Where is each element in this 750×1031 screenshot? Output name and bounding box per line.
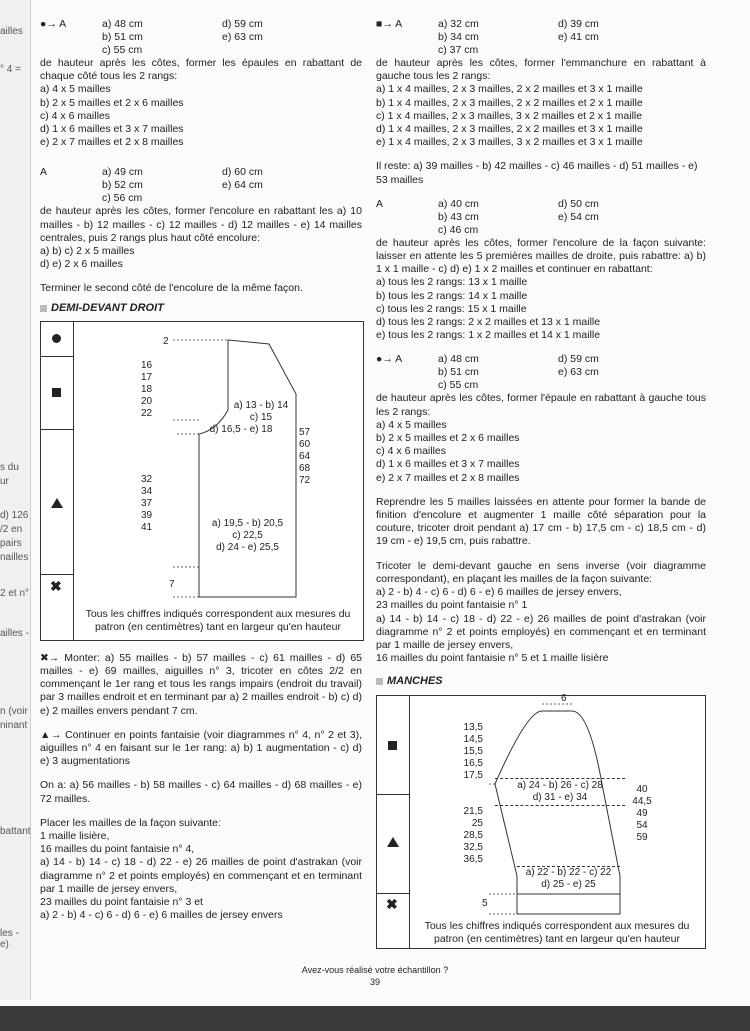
size-d: d) 39 cm [558, 18, 599, 30]
list-item: b) 1 x 4 mailles, 2 x 3 mailles, 2 x 2 mailles et 2 x 1 maille [376, 96, 643, 109]
dim-label: 13,5 [463, 721, 483, 733]
dim-label: 14,5 [463, 733, 483, 745]
dim-label: d) 25 - e) 25 [541, 878, 596, 890]
list-item: c) 1 x 4 mailles, 2 x 3 mailles, 3 x 2 mailles et 2 x 1 maille [376, 109, 643, 122]
margin-text: s du [0, 462, 19, 473]
dim-label: a) 19,5 - b) 20,5 [211, 517, 284, 529]
list-item: Tricoter le demi-devant gauche en sens inverse (voir diagramme correspondant), en plaçant les mailles de la façon suivante: [376, 559, 706, 585]
square-bullet-icon [40, 305, 47, 312]
margin-text: ur [0, 476, 9, 487]
list [40, 245, 362, 271]
section-heading [376, 675, 706, 688]
instruction-text: On a: a) 56 mailles - b) 58 mailles - c) 64 mailles - d) 68 mailles - e) 72 mailles. [40, 779, 362, 805]
dim-column [627, 784, 657, 844]
symbol-label: ■→ A [376, 18, 403, 30]
symbol-label: ●→ A [376, 353, 403, 366]
size-block [40, 166, 362, 205]
dim-label: 21,5 [463, 805, 483, 817]
size-c: c) 46 cm [438, 223, 479, 236]
dim-label: 17 [141, 371, 153, 383]
list-item: b) tous les 2 rangs: 14 x 1 maille [376, 289, 528, 302]
size-b: b) 43 cm [438, 210, 479, 223]
dim-column [443, 722, 483, 782]
dim-label: 32 [141, 473, 153, 485]
heading-text: MANCHES [387, 675, 443, 688]
list [376, 276, 706, 342]
dim-label: 59 [636, 831, 648, 843]
instruction-text: de hauteur après les côtes, former l'encolure en rabattant les a) 10 mailles - b) 12 mailles - c) 12 mailles - d) 12 mailles - e) 14 mailles centrales, puis 2 rangs plus haut côté encolure: [40, 205, 362, 244]
size-b: b) 34 cm [438, 31, 479, 43]
list-item: a) tous les 2 rangs: 13 x 1 maille [376, 276, 528, 289]
size-c: c) 55 cm [102, 44, 143, 56]
size-block [376, 198, 706, 237]
list-item: c) 4 x 6 mailles [40, 109, 111, 122]
list-item: b) 2 x 5 mailles et 2 x 6 mailles [40, 96, 184, 109]
dim-column [141, 474, 152, 534]
upper-dims [495, 778, 625, 806]
instruction-text: Terminer le second côté de l'encolure de la même façon. [40, 282, 303, 295]
size-a: a) 49 cm [102, 166, 143, 179]
instruction-text: de hauteur après les côtes, former les épaules en rabattant de chaque côté tous les 2 rangs: [40, 57, 362, 83]
heading-text: DEMI-DEVANT DROIT [51, 301, 164, 314]
dim-label: 40 [636, 783, 648, 795]
list-item: a) 4 x 5 mailles [376, 418, 447, 431]
dim-column [141, 360, 152, 420]
list-item: c) tous les 2 rangs: 15 x 1 maille [376, 302, 527, 315]
instruction-text: de hauteur après les côtes, former l'épaule en rabattant à gauche tous les 2 rangs: [376, 392, 706, 418]
instruction-text: Reprendre les 5 mailles laissées en attente pour former la bande de finition d'encolure et augmenter 1 maille côté séparation pour la couture, tricoter droit pendant a) 17 cm - b) 17,5 cm - c) 18,5 cm - d) 19 cm - e) 19,5 cm, puis rabattre. [376, 495, 706, 548]
dim-label: 49 [636, 807, 648, 819]
waist-dims [199, 518, 296, 554]
symbol-label: A [40, 166, 48, 179]
dim-column [443, 806, 483, 866]
size-c: c) 55 cm [438, 379, 479, 392]
lower-dims [517, 866, 620, 891]
dim-label: 15,5 [463, 745, 483, 757]
dim-label: 39 [141, 509, 153, 521]
size-block [40, 18, 362, 57]
instruction-text: ▲→ Continuer en points fantaisie (voir diagrammes n° 4, n° 2 et 3), aiguilles n° 4 en faisant sur le 1er rang: a) b) 1 augmentation - c) d) e) 3 augmentations [40, 728, 362, 768]
size-b: b) 51 cm [102, 31, 143, 43]
size-b: b) 52 cm [102, 179, 143, 192]
size-d: d) 59 cm [222, 18, 263, 30]
cross-icon: ✖ [386, 895, 398, 912]
dim-label: 60 [299, 438, 311, 450]
dim-label: 28,5 [463, 829, 483, 841]
placement-list [40, 817, 362, 923]
symbol-label: ●→ A [40, 18, 67, 30]
list-item: d) 1 x 4 mailles, 2 x 3 mailles, 2 x 2 mailles et 3 x 1 maille [376, 123, 643, 136]
list-item: a) 2 - b) 4 - c) 6 - d) 6 - e) 6 mailles de jersey envers, [376, 586, 622, 599]
list-item: 23 mailles du point fantaisie n° 3 et [40, 896, 203, 909]
list-item: d) e) 2 x 6 mailles [40, 258, 123, 271]
list-item: a) 14 - b) 14 - c) 18 - d) 22 - e) 26 mailles de point d'astrakan (voir diagramme n° 2 et points employés) en commençant et en terminant par 1 maille de jersey envers, [376, 612, 706, 651]
dim-label: 64 [299, 450, 311, 462]
dim-label: 57 [299, 426, 311, 438]
dim-label: a) 13 - b) 14 [233, 399, 289, 411]
dim-label: 54 [636, 819, 648, 831]
margin-text: nailles [0, 552, 29, 563]
margin-text: ailles [0, 26, 23, 37]
dim-label: c) 15 [249, 411, 273, 423]
margin-text: n (voir [0, 706, 28, 717]
dim-label: 16 [141, 359, 153, 371]
front-panel-shape [41, 322, 363, 640]
list-item: a) b) c) 2 x 5 mailles [40, 245, 135, 258]
list-item: 1 maille lisière, [40, 830, 110, 843]
size-d: d) 50 cm [558, 197, 599, 210]
dim-label: 7 [169, 578, 175, 590]
list-item: d) tous les 2 rangs: 2 x 2 mailles et 13 x 1 maille [376, 316, 601, 329]
list-item: e) 2 x 7 mailles et 2 x 8 mailles [376, 471, 520, 484]
size-e: e) 41 cm [558, 31, 599, 43]
size-c: c) 56 cm [102, 192, 143, 205]
margin-text: les - e) [0, 928, 19, 950]
dim-column [299, 427, 310, 487]
size-a: a) 48 cm [102, 18, 143, 30]
dim-label: 25 [471, 817, 483, 829]
margin-text: /2 en [0, 524, 23, 535]
dim-label: 36,5 [463, 853, 483, 865]
margin-text: 2 et n° [0, 588, 30, 599]
size-a: a) 32 cm [438, 18, 479, 30]
dim-label: 2 [163, 335, 169, 347]
margin-text: ailles - [0, 628, 29, 639]
dim-label: 17,5 [463, 769, 483, 781]
list-item: a) 2 - b) 4 - c) 6 - d) 6 - e) 6 mailles de jersey envers [40, 909, 283, 922]
dim-label: d) 31 - e) 34 [532, 791, 588, 803]
dim-label: 5 [482, 897, 488, 909]
dim-label: 22 [141, 407, 153, 419]
dim-label: 32,5 [463, 841, 483, 853]
list-item: e) 2 x 7 mailles et 2 x 8 mailles [40, 136, 184, 149]
list [376, 419, 706, 485]
dim-label: 72 [299, 474, 311, 486]
dim-label: 68 [299, 462, 311, 474]
left-column [40, 18, 362, 923]
list [40, 83, 362, 149]
symbol-label: A [376, 197, 384, 210]
instruction-text: ✖→ Monter: a) 55 mailles - b) 57 mailles - c) 61 mailles - d) 65 mailles - e) 69 mailles, aiguilles n° 3, tricoter en côtes 2/2 en commençant le 1er rang et tous les rangs impairs (endroit du travail) par 3 mailles endroit et en terminant par a) 2 mailles endroit - b) c) d) e) 2 mailles envers pendant 7 cm. [40, 651, 362, 717]
margin-text: ° 4 = [0, 64, 21, 75]
front-panel-diagram [40, 321, 364, 641]
list-item: 16 mailles du point fantaisie n° 4, [40, 843, 195, 856]
size-a: a) 40 cm [438, 197, 479, 210]
size-b: b) 51 cm [438, 366, 479, 379]
dim-label: 18 [141, 383, 153, 395]
instruction-text: Il reste: a) 39 mailles - b) 42 mailles - c) 46 mailles - d) 51 mailles - e) 53 mailles [376, 160, 698, 186]
left-page-margin [0, 0, 31, 1000]
shoulder-dims [191, 400, 301, 436]
list-item: b) 2 x 5 mailles et 2 x 6 mailles [376, 432, 520, 445]
list-item: c) 4 x 6 mailles [376, 445, 447, 458]
page-edge-shadow [0, 1006, 750, 1031]
list-item: 16 mailles du point fantaisie n° 5 et 1 maille lisière [376, 652, 609, 665]
list-item: a) 14 - b) 14 - c) 18 - d) 22 - e) 26 mailles de point d'astrakan (voir diagramme n° 2 et points employés) en commençant et en terminant par 1 maille de jersey envers, [40, 856, 362, 895]
dim-label: d) 24 - e) 25,5 [216, 541, 279, 553]
diagram-caption: Tous les chiffres indiqués correspondent aux mesures du patron (en centimètres) tant en largeur qu'en hauteur [85, 607, 351, 633]
diagram-caption: Tous les chiffres indiqués correspondent aux mesures du patron (en centimètres) tant en largeur qu'en hauteur [424, 919, 690, 945]
list-item: e) 1 x 4 mailles, 2 x 3 mailles, 3 x 2 mailles et 3 x 1 maille [376, 136, 643, 149]
dim-label: 16,5 [463, 757, 483, 769]
cross-icon: ✖ [50, 577, 62, 594]
square-bullet-icon [376, 678, 383, 685]
list-item: d) 1 x 6 mailles et 3 x 7 mailles [376, 458, 520, 471]
margin-text: d) 126 [0, 510, 29, 521]
size-block [376, 18, 706, 57]
dim-label: 6 [561, 692, 567, 704]
size-e: e) 54 cm [558, 210, 599, 223]
list-item: d) 1 x 6 mailles et 3 x 7 mailles [40, 123, 184, 136]
list-item: a) 4 x 5 mailles [40, 83, 111, 96]
dim-label: d) 16,5 - e) 18 [209, 423, 273, 435]
size-e: e) 63 cm [222, 31, 263, 43]
list-item: e) tous les 2 rangs: 1 x 2 mailles et 14 x 1 maille [376, 329, 601, 342]
dim-label: 37 [141, 497, 153, 509]
list-item: 23 mailles du point fantaisie n° 1 [376, 599, 528, 612]
size-d: d) 59 cm [558, 353, 599, 366]
list [376, 83, 706, 149]
dim-label: 41 [141, 521, 153, 533]
list-item: a) 1 x 4 mailles, 2 x 3 mailles, 2 x 2 mailles et 3 x 1 maille [376, 83, 643, 96]
size-d: d) 60 cm [222, 166, 263, 179]
list-item: Placer les mailles de la façon suivante: [40, 816, 221, 829]
size-c: c) 37 cm [438, 44, 479, 56]
dim-label: a) 22 - b) 22 - c) 22 [525, 866, 612, 878]
margin-text: battant [0, 826, 31, 837]
instruction-text: de hauteur après les côtes, former l'encolure de la façon suivante: laisser en attente les 5 premières mailles de droite, puis rabattre: a) b) 1 x 1 maille - c) d) e) 1 x 2 mailles et continuer en rabattant: [376, 236, 706, 276]
margin-text: ninant [0, 720, 28, 731]
sleeve-diagram [376, 692, 706, 949]
dim-label: 34 [141, 485, 153, 497]
instruction-text: de hauteur après les côtes, former l'emmanchure en rabattant à gauche tous les 2 rangs: [376, 57, 706, 83]
dim-label: c) 22,5 [232, 529, 263, 541]
size-e: e) 64 cm [222, 179, 263, 192]
dim-label: 20 [141, 395, 153, 407]
placement-list [376, 560, 706, 666]
dim-label: 44,5 [632, 795, 652, 807]
size-e: e) 63 cm [558, 366, 599, 379]
size-a: a) 48 cm [438, 353, 479, 366]
size-block [376, 353, 706, 392]
page-number: 39 [369, 977, 380, 987]
dim-label: a) 24 - b) 26 - c) 28 [517, 779, 603, 791]
margin-text: pairs [0, 538, 22, 549]
footer-question: Avez-vous réalisé votre échantillon ? [301, 965, 449, 975]
section-heading [40, 302, 362, 315]
right-column [376, 18, 706, 949]
